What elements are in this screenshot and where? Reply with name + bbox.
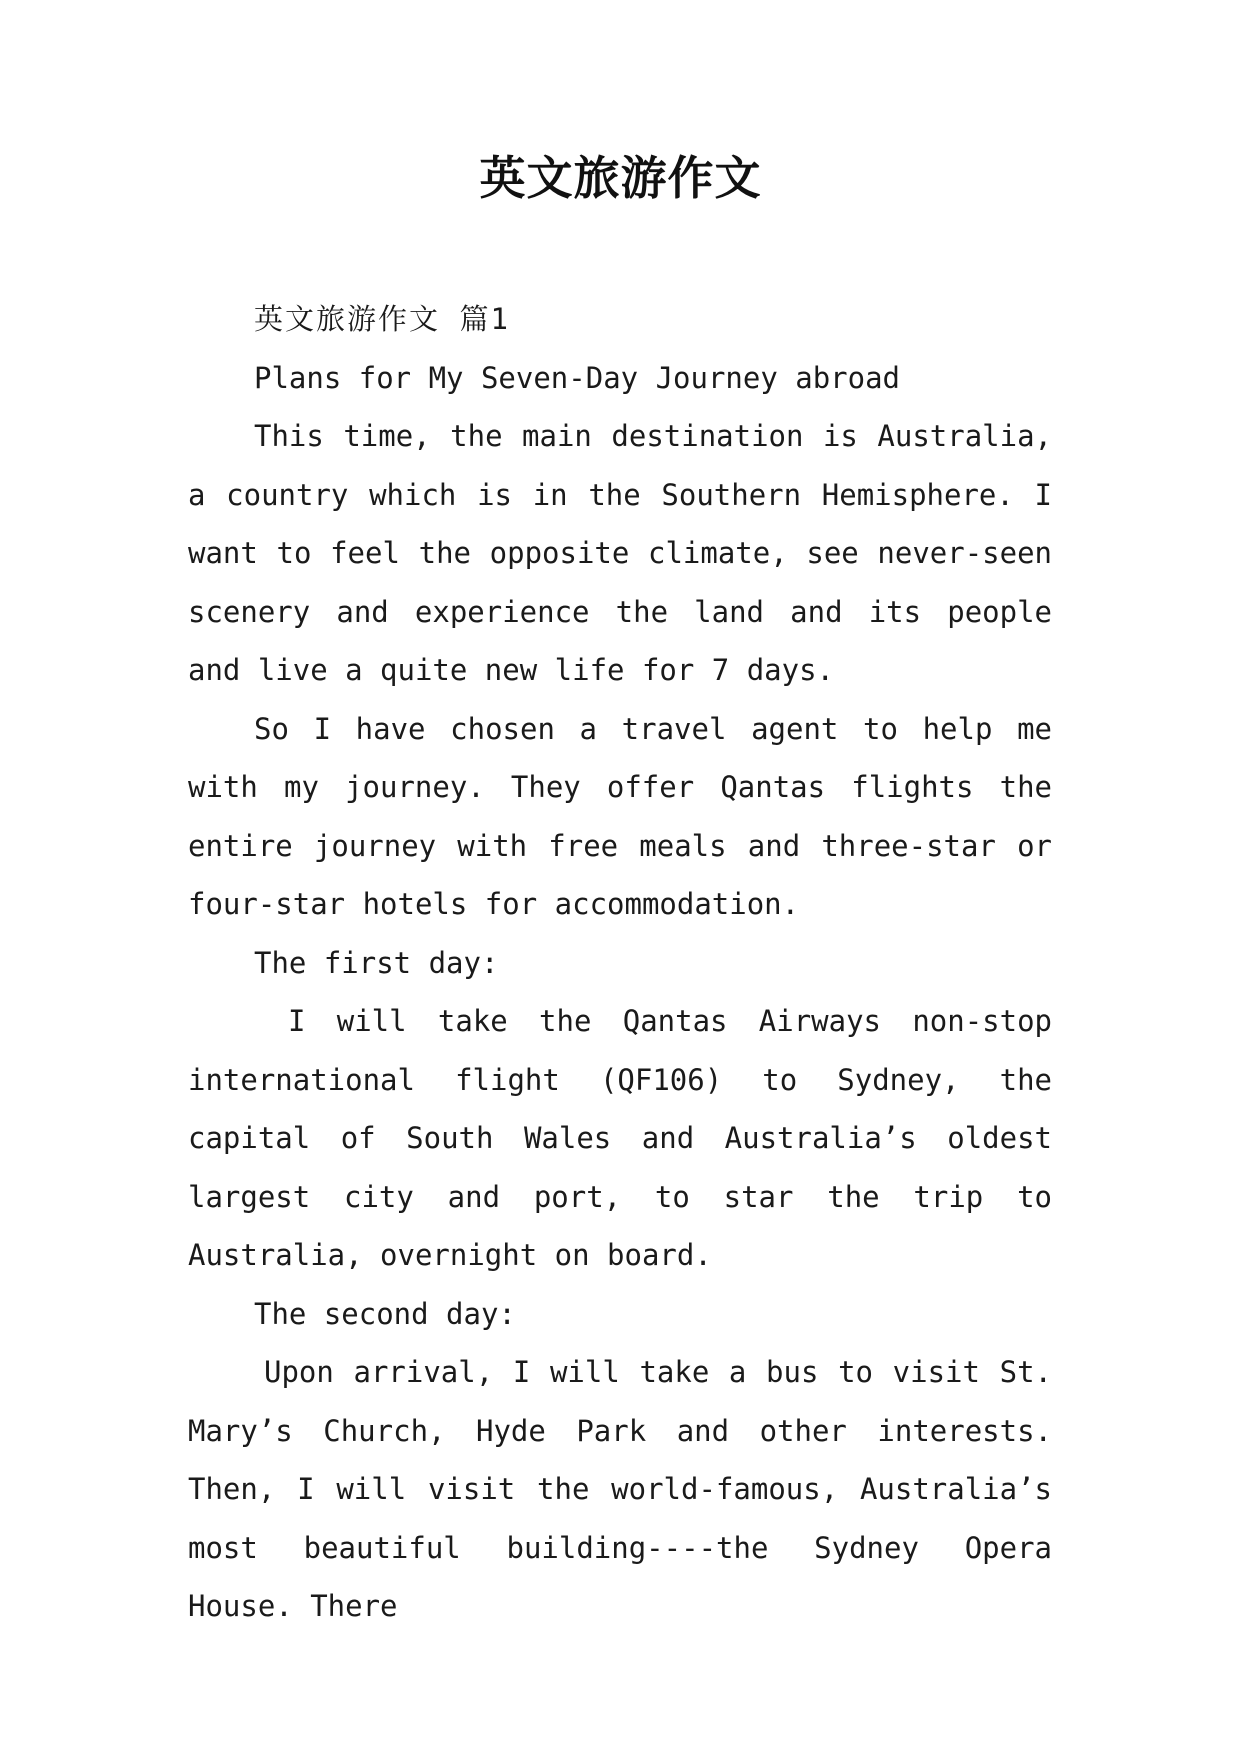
day-heading-first: The first day: xyxy=(254,945,499,980)
paragraph-intro: This time, the main destination is Australia, a country which is in the Southern Hemisphere. I want to feel the opposite climate, see never-seen scenery and experience the land and its people and live a quite new life for 7 days. xyxy=(188,419,1052,687)
document-body xyxy=(188,290,1052,1636)
section-heading: 英文旅游作文 篇1 xyxy=(254,302,510,336)
paragraph-travel-agent: So I have chosen a travel agent to help me with my journey. They offer Qantas flights the entire journey with free meals and three-star or four-star hotels for accommodation. xyxy=(188,711,1052,921)
day-heading-second: The second day: xyxy=(254,1296,516,1331)
paragraph-second-day: Upon arrival, I will take a bus to visit St. Mary’s Church, Hyde Park and other interests. Then, I will visit the world-famous, Australia’s most beautiful building----the Sydney Opera House. There xyxy=(188,1355,1052,1623)
document-title: 英文旅游作文 xyxy=(479,151,762,205)
paragraph-first-day: I will take the Qantas Airways non-stop international flight (QF106) to Sydney, the capital of South Wales and Australia’s oldest largest city and port, to star the trip to Australia, overnight on board. xyxy=(188,1004,1052,1272)
essay-title: Plans for My Seven-Day Journey abroad xyxy=(254,360,901,395)
